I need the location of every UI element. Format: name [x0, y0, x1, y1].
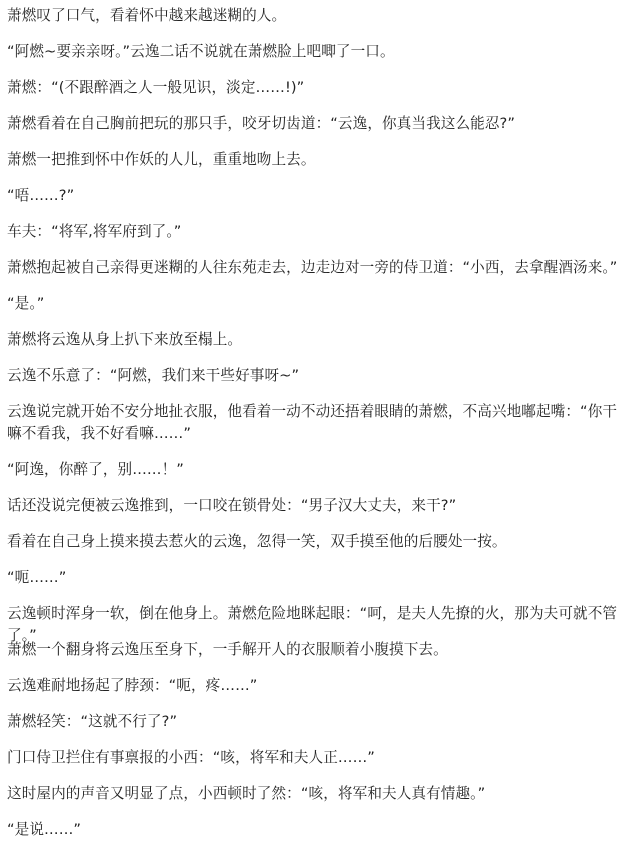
- paragraph: 云逸不乐意了：“阿燃，我们来干些好事呀~”: [7, 367, 300, 384]
- paragraph: 云逸顿时浑身一软，倒在他身上。萧燃危险地眯起眼：“呵，是夫人先撩的火，那为夫可就不管了。”: [7, 605, 618, 644]
- paragraph: 萧燃看着在自己胸前把玩的那只手，咬牙切齿道：“云逸，你真当我这么能忍?”: [7, 115, 516, 132]
- paragraph: 云逸难耐地扬起了脖颈：“呃，疼……”: [7, 677, 258, 694]
- paragraph: 门口侍卫拦住有事禀报的小西：“咳，将军和夫人正……”: [7, 749, 375, 766]
- paragraph: “阿燃~要亲亲呀。”云逸二话不说就在萧燃脸上吧唧了一口。: [7, 43, 395, 60]
- paragraph: 云逸说完就开始不安分地扯衣服，他看着一动不动还捂着眼睛的萧燃，不高兴地嘟起嘴：“你干嘛不看我，我不好看嘛……”: [7, 403, 618, 442]
- paragraph: “是说……”: [7, 821, 82, 838]
- paragraph: 萧燃一个翻身将云逸压至身下，一手解开人的衣服顺着小腹摸下去。: [7, 641, 448, 658]
- paragraph: 车夫：“将军,将军府到了。”: [7, 223, 182, 240]
- paragraph: 萧燃轻笑：“这就不行了?”: [7, 713, 178, 730]
- paragraph: “唔……?”: [7, 187, 75, 204]
- paragraph: 萧燃一把推到怀中作妖的人儿，重重地吻上去。: [7, 151, 316, 168]
- paragraph: 萧燃将云逸从身上扒下来放至榻上。: [7, 331, 243, 348]
- paragraph: “是。”: [7, 295, 45, 312]
- paragraph: 看着在自己身上摸来摸去惹火的云逸，忽得一笑，双手摸至他的后腰处一按。: [7, 533, 507, 550]
- paragraph: “呃……”: [7, 569, 67, 586]
- paragraph: 这时屋内的声音又明显了点，小西顿时了然：“咳，将军和夫人真有情趣。”: [7, 785, 486, 802]
- paragraph: 萧燃抱起被自己亲得更迷糊的人往东苑走去，边走边对一旁的侍卫道：“小西，去拿醒酒汤来。”: [7, 259, 618, 276]
- paragraph: 萧燃叹了口气，看着怀中越来越迷糊的人。: [7, 7, 287, 24]
- paragraph: 萧燃：“(不跟醉酒之人一般见识，淡定……!)”: [7, 79, 305, 96]
- paragraph: 话还没说完便被云逸推到，一口咬在锁骨处：“男子汉大丈夫，来干?”: [7, 497, 457, 514]
- paragraph: “阿逸，你醉了，别……！”: [7, 461, 184, 478]
